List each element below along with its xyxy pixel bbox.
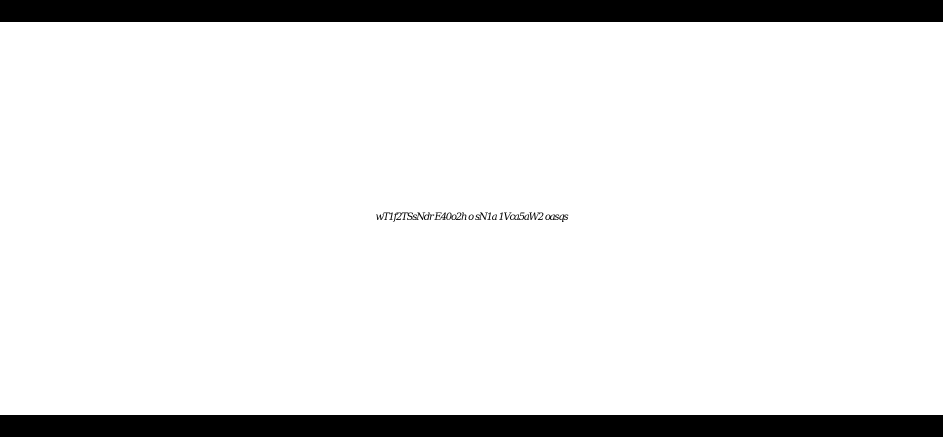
script-sample-text: wT1f2TSsNdr E40o2h o sN1a 1Vca5aW2 oasqs [375,212,568,223]
top-border-bar [0,0,943,22]
bottom-border-bar [0,415,943,437]
